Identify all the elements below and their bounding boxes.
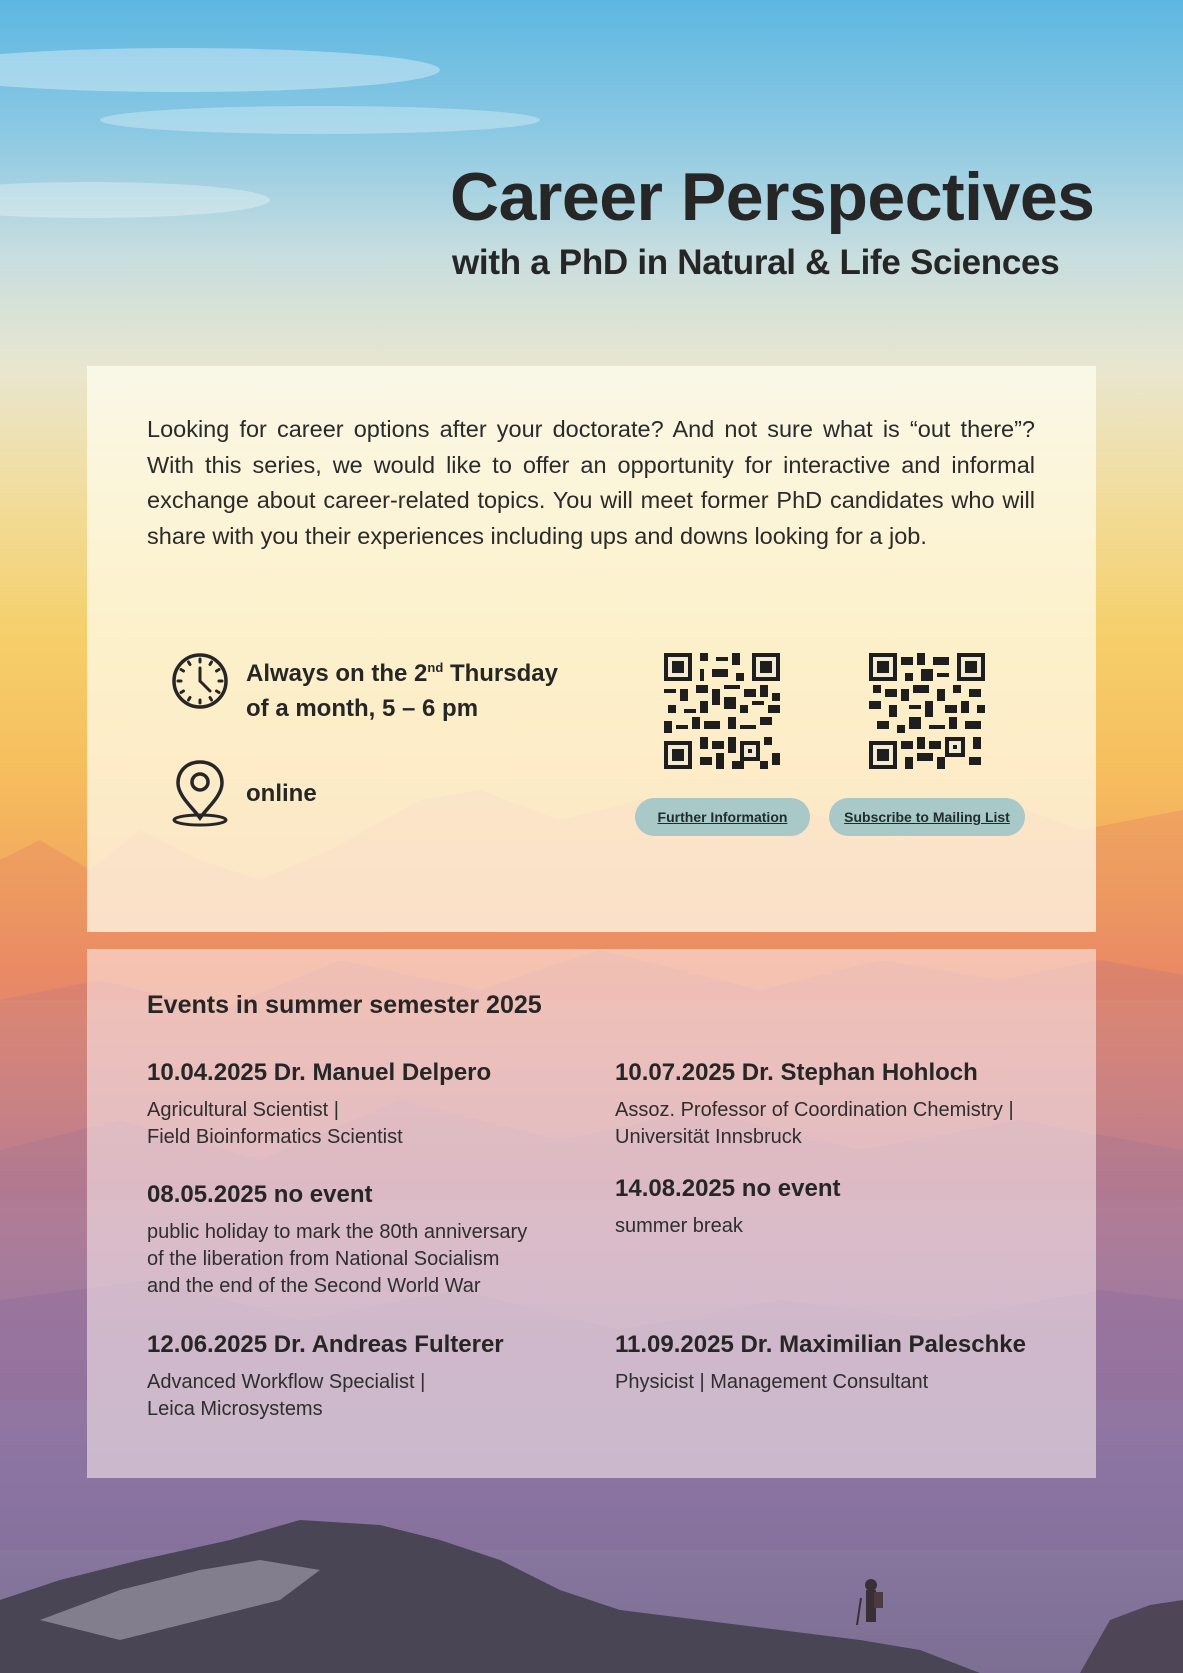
event-title: 10.07.2025 Dr. Stephan Hohloch <box>615 1059 978 1086</box>
event-item <box>147 1181 587 1300</box>
page-subtitle: with a PhD in Natural & Life Sciences <box>452 242 1060 282</box>
event-item <box>615 1059 1055 1151</box>
event-description: Advanced Workflow Specialist | Leica Microsystems <box>147 1371 426 1420</box>
event-title: 08.05.2025 no event <box>147 1181 373 1208</box>
event-title: 10.04.2025 Dr. Manuel Delpero <box>147 1059 492 1086</box>
clock-icon <box>169 650 231 712</box>
qr-code-mailing-list[interactable] <box>869 653 985 769</box>
location-pin-icon <box>169 758 231 828</box>
location-row <box>169 758 317 828</box>
schedule-row <box>169 650 558 726</box>
further-information-button[interactable]: Further Information <box>635 798 810 836</box>
event-title: 12.06.2025 Dr. Andreas Fulterer <box>147 1331 504 1358</box>
hiker-figure <box>857 1579 883 1625</box>
event-item <box>147 1059 587 1151</box>
event-item <box>147 1331 587 1423</box>
page-title: Career Perspectives <box>450 159 1095 235</box>
event-description: summer break <box>615 1215 743 1237</box>
events-heading: Events in summer semester 2025 <box>147 991 542 1019</box>
event-description: Agricultural Scientist | Field Bioinformatics Scientist <box>147 1099 403 1148</box>
event-title: 11.09.2025 Dr. Maximilian Paleschke <box>615 1331 1026 1358</box>
intro-paragraph: Looking for career options after your doctorate? And not sure what is “out there”? With this series, we would like to offer an opportunity for interactive and informal exchange about career-related topics. You will meet former PhD candidates who will share with you their experiences including ups and downs looking for a job. <box>147 416 1035 549</box>
location-text: online <box>246 780 317 807</box>
event-description: Assoz. Professor of Coordination Chemistry | Universität Innsbruck <box>615 1099 1014 1148</box>
event-item <box>615 1175 1055 1240</box>
schedule-line2: of a month, 5 – 6 pm <box>246 695 479 722</box>
event-description: public holiday to mark the 80th anniversary of the liberation from National Socialism and the end of the Second World War <box>147 1221 528 1297</box>
subscribe-mailing-list-button[interactable]: Subscribe to Mailing List <box>829 798 1025 836</box>
event-description: Physicist | Management Consultant <box>615 1371 929 1393</box>
event-item <box>615 1331 1085 1396</box>
qr-code-further-information[interactable] <box>664 653 780 769</box>
info-panel <box>87 366 1096 932</box>
events-panel <box>87 949 1096 1478</box>
event-title: 14.08.2025 no event <box>615 1175 841 1202</box>
schedule-text: Always on the 2nd Thursday of a month, 5 – 6 pm <box>246 660 558 722</box>
page-header <box>450 160 1110 283</box>
